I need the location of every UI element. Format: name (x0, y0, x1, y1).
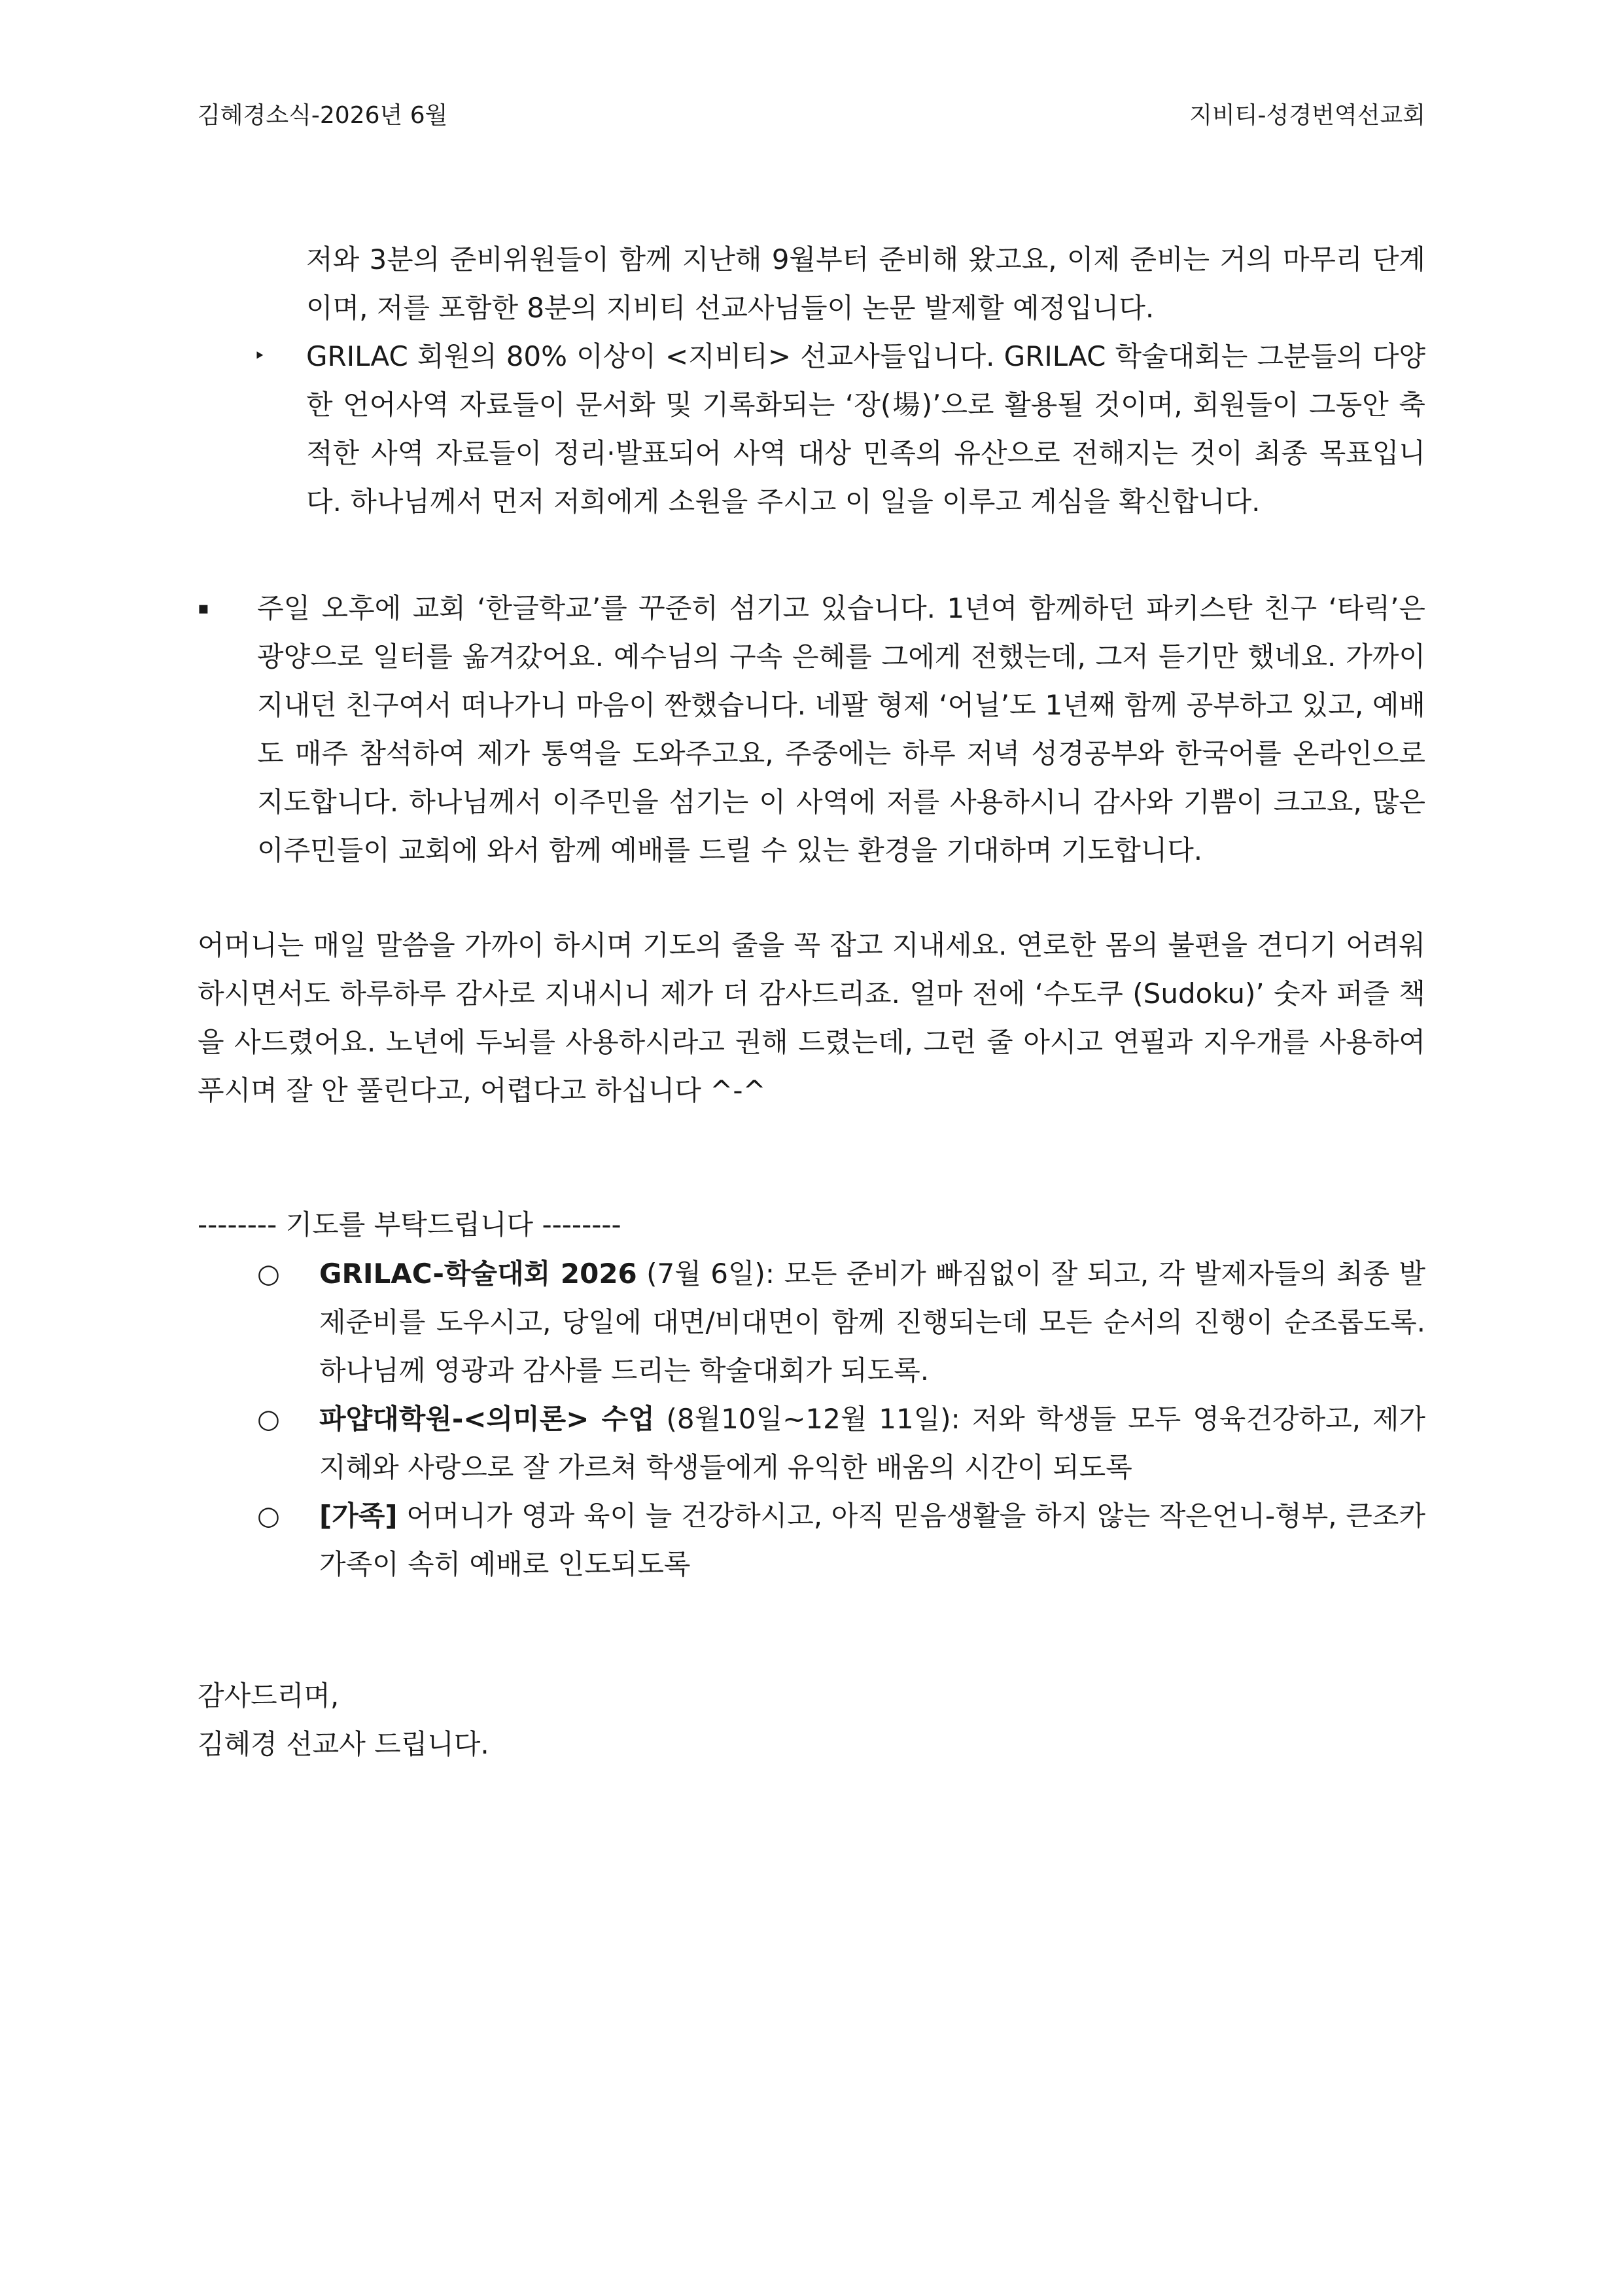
main-bullet-item (257, 584, 1425, 875)
prayer-item-body: 어머니가 영과 육이 늘 건강하시고, 아직 믿음생활을 하지 않는 작은언니-형부, 큰조카 가족이 속히 예배로 인도되도록 (319, 1500, 1425, 1580)
closing-line-1: 감사드리며, (198, 1680, 340, 1712)
sub-bullet-text: GRILAC 회원의 80% 이상이 <지비티> 선교사들입니다. GRILAC 학술대회는 그분들의 다양한 언어사역 자료들이 문서화 및 기록화되는 ‘장(場)’으로 활용될 것이며, 회원들이 그동안 축적한 사역 자료들이 정리·발표되어 사역 대상 민족의 유산으로 전해지는 것이 최종 목표입니다. 하나님께서 먼저 저희에게 소원을 주시고 이 일을 이루고 계심을 확신합니다. (306, 340, 1425, 518)
prayer-item-grilac (319, 1250, 1425, 1395)
header-left-title: 김혜경소식-2026년 6월 (198, 102, 448, 129)
mother-paragraph (198, 921, 1425, 1115)
continuation-paragraph (306, 236, 1425, 332)
prayer-item-body: (7월 6일): 모든 준비가 빠짐없이 잘 되고, 각 발제자들의 최종 발제준비를 도우시고, 당일에 대면/비대면이 함께 진행되는데 모든 순서의 진행이 순조롭도록. 하나님께 영광과 감사를 드리는 학술대회가 되도록. (319, 1258, 1425, 1386)
prayer-item-marker-icon: ○ (257, 1501, 280, 1531)
closing-signature: 김혜경 선교사 드립니다. (198, 1728, 489, 1760)
prayer-item-title: GRILAC-학술대회 2026 (319, 1258, 637, 1290)
sub-bullet-marker-icon: ‣ (254, 345, 266, 368)
mother-paragraph-text: 어머니는 매일 말씀을 가까이 하시며 기도의 줄을 꼭 잡고 지내세요. 연로한 몸의 불편을 견디기 어려워하시면서도 하루하루 감사로 지내시니 제가 더 감사드리죠. 얼마 전에 ‘수도쿠 (Sudoku)’ 숫자 퍼즐 책을 사드렸어요. 노년에 두뇌를 사용하시라고 권해 드렸는데, 그런 줄 아시고 연필과 지우개를 사용하여 푸시며 잘 안 풀린다고, 어렵다고 하십니다 ^-^ (198, 929, 1425, 1106)
prayer-item-title: 파얍대학원-<의미론> 수업 (319, 1403, 655, 1435)
main-bullet-text: 주일 오후에 교회 ‘한글학교’를 꾸준히 섬기고 있습니다. 1년여 함께하던 파키스탄 친구 ‘타릭’은 광양으로 일터를 옮겨갔어요. 예수님의 구속 은혜를 그에게 전했는데, 그저 듣기만 했네요. 가까이 지내던 친구여서 떠나가니 마음이 짠했습니다. 네팔 형제 ‘어닐’도 1년째 함께 공부하고 있고, 예배도 매주 참석하여 제가 통역을 도와주고요, 주중에는 하루 저녁 성경공부와 한국어를 온라인으로 지도합니다. 하나님께서 이주민을 섬기는 이 사역에 저를 사용하시니 감사와 기쁨이 크고요, 많은 이주민들이 교회에 와서 함께 예배를 드릴 수 있는 환경을 기대하며 기도합니다. (257, 592, 1425, 866)
header-right-title: 지비티-성경번역선교회 (1189, 102, 1425, 129)
prayer-item-body: (8월10일~12월 11일): 저와 학생들 모두 영육건강하고, 제가 지혜와 사랑으로 잘 가르쳐 학생들에게 유익한 배움의 시간이 되도록 (319, 1403, 1425, 1483)
continuation-text: 저와 3분의 준비위원들이 함께 지난해 9월부터 준비해 왔고요, 이제 준비는 거의 마무리 단계이며, 저를 포함한 8분의 지비티 선교사님들이 논문 발제할 예정입니다. (306, 243, 1425, 324)
prayer-item-marker-icon: ○ (257, 1404, 280, 1434)
prayer-item-family (319, 1492, 1425, 1589)
prayer-item-title: [가족] (319, 1500, 398, 1532)
prayer-item-payap (319, 1395, 1425, 1492)
main-bullet-marker-icon: ▪ (198, 599, 209, 618)
prayer-heading-text: -------- 기도를 부탁드립니다 -------- (198, 1209, 621, 1241)
closing (198, 1672, 1425, 1769)
prayer-heading (198, 1201, 1425, 1249)
prayer-item-marker-icon: ○ (257, 1259, 280, 1289)
sub-bullet-item (306, 332, 1425, 526)
